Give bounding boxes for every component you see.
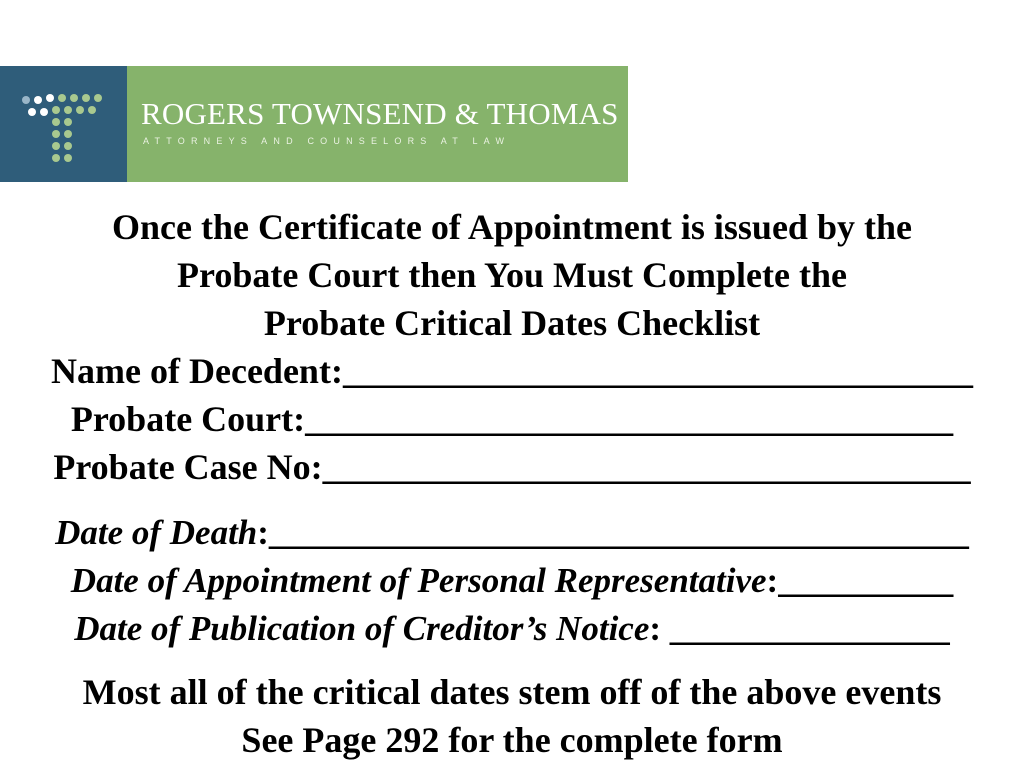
- date-fields: [0, 509, 1024, 653]
- field-separator: :: [257, 513, 269, 552]
- firm-logo: [0, 66, 628, 182]
- logo-mark-icon: [0, 66, 127, 182]
- field-name-of-decedent: [0, 347, 1024, 395]
- field-blank: ________________________________________: [268, 513, 969, 552]
- page-heading: [0, 203, 1024, 347]
- field-date-of-death: [0, 509, 1024, 557]
- field-label: Probate Case No:: [53, 447, 323, 487]
- closing-line-2: See Page 292 for the complete form: [241, 720, 783, 760]
- field-label: Date of Appointment of Personal Representative: [70, 561, 767, 600]
- field-probate-court: [0, 395, 1024, 443]
- field-label: Name of Decedent:: [51, 351, 343, 391]
- closing-line-1: Most all of the critical dates stem off of the above events: [82, 672, 942, 712]
- field-label: Date of Publication of Creditor’s Notice: [74, 609, 650, 648]
- logo-tagline: ATTORNEYS AND COUNSELORS AT LAW: [143, 136, 511, 146]
- field-separator: :: [649, 609, 670, 648]
- field-separator: :: [766, 561, 779, 600]
- heading-line-3: Probate Critical Dates Checklist: [263, 303, 761, 343]
- case-info-fields: [0, 347, 1024, 491]
- field-blank: __________: [778, 561, 954, 600]
- heading-line-2: Probate Court then You Must Complete the: [177, 255, 847, 295]
- field-date-of-appointment: [0, 557, 1024, 605]
- field-blank: ____________________________________: [305, 399, 954, 439]
- field-blank: ________________: [669, 609, 950, 648]
- closing-note: [0, 668, 1024, 764]
- field-probate-case-no: [0, 443, 1024, 491]
- field-date-of-publication: [0, 605, 1024, 653]
- heading-line-1: Once the Certificate of Appointment is issued by the: [112, 207, 912, 247]
- field-label: Date of Death: [55, 513, 258, 552]
- field-blank: ___________________________________: [342, 351, 973, 391]
- field-label: Probate Court:: [70, 399, 306, 439]
- logo-band: [127, 66, 628, 182]
- field-blank: ____________________________________: [322, 447, 971, 487]
- logo-firm-name: ROGERS TOWNSEND & THOMAS: [141, 96, 619, 131]
